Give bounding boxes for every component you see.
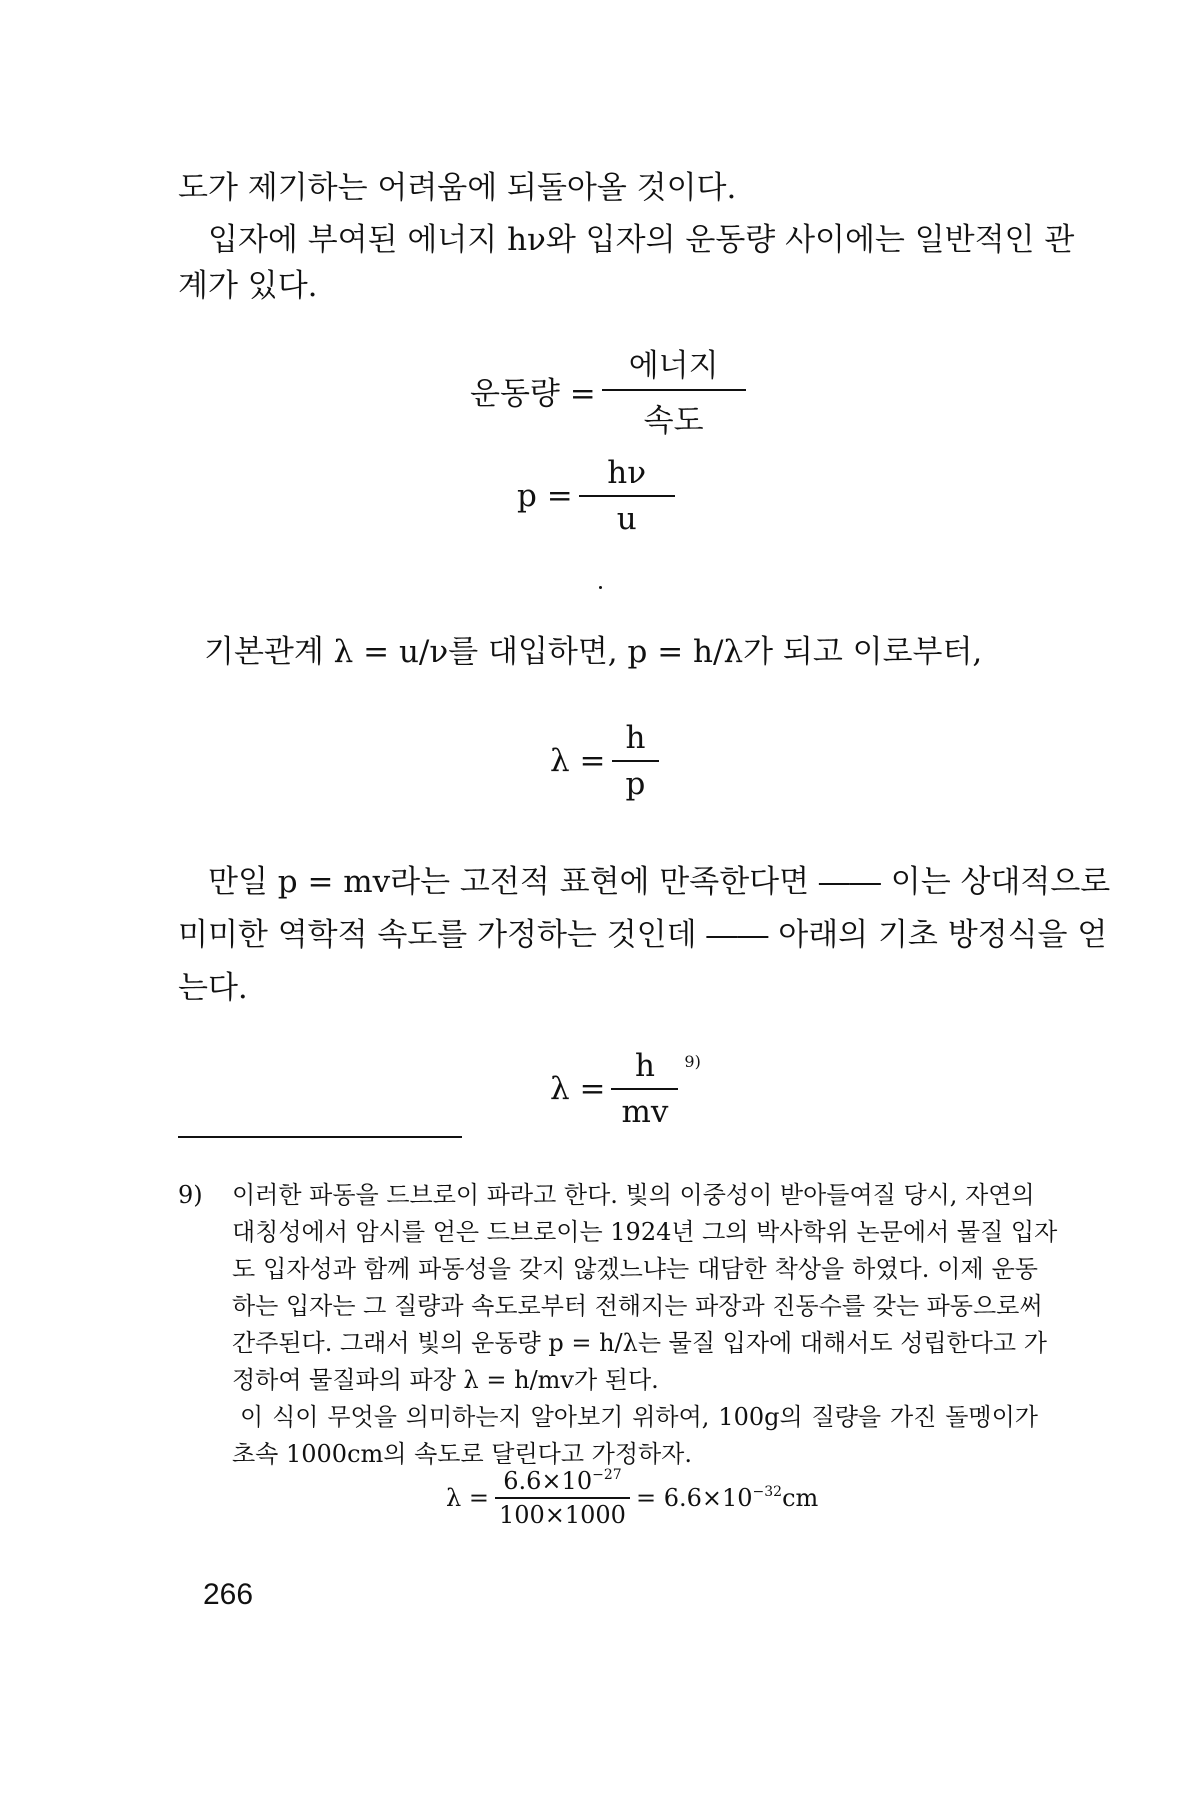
fn-eq-rhs-exponent: −32 [752,1484,783,1500]
body-line-5: 만일 p = mv라는 고전적 표현에 만족한다면 ―― 이는 상대적으로 [208,864,1111,900]
eq2-denominator: u [579,495,675,537]
body-line-2: 입자에 부여된 에너지 hν와 입자의 운동량 사이에는 일반적인 관 [208,222,1075,258]
eq4-denominator: mv [611,1088,678,1130]
eq4-numerator: h [634,1048,655,1084]
body-line-3: 계가 있다. [178,268,318,304]
fn-eq-rhs-base: = 6.6×10 [635,1484,753,1512]
footnote-line-3: 도 입자성과 함께 파동성을 갖지 않겠느냐는 대담한 착상을 하였다. 이제 운동 [232,1255,1038,1283]
footnote-reference-9[interactable]: 9) [684,1051,701,1071]
eq2-fraction [579,455,675,537]
equation-lambda-h-p [550,720,659,802]
stray-dot [599,586,602,589]
eq2-lhs: p = [517,478,573,514]
fn-eq-numerator [499,1467,625,1497]
eq3-numerator: h [625,720,646,756]
footnote-line-7: 이 식이 무엇을 의미하는지 알아보기 위하여, 100g의 질량을 가진 돌멩이가 [240,1403,1038,1431]
footnote-line-1: 이러한 파동을 드브로이 파라고 한다. 빛의 이중성이 받아들여질 당시, 자연의 [232,1181,1035,1209]
eq3-denominator: p [612,760,660,802]
body-line-7: 는다. [178,970,248,1006]
footnote-equation [446,1467,818,1529]
fn-eq-denominator: 100×1000 [495,1497,630,1529]
eq4-fraction [611,1048,678,1130]
fn-eq-num-exponent: −27 [592,1467,622,1483]
fn-eq-num-base: 6.6×10 [503,1467,593,1495]
eq3-lhs: λ = [550,743,606,779]
fn-eq-fraction [495,1467,630,1529]
eq1-numerator: 에너지 [628,348,719,384]
footnote-line-6: 정하여 물질파의 파장 λ = h/mv가 된다. [232,1366,659,1394]
equation-lambda-h-mv [550,1048,701,1130]
body-line-6: 미미한 역학적 속도를 가정하는 것인데 ―― 아래의 기초 방정식을 얻 [178,917,1108,953]
fn-eq-lhs: λ = [446,1484,489,1512]
footnote-divider [178,1136,462,1138]
body-line-4: 기본관계 λ = u/ν를 대입하면, p = h/λ가 되고 이로부터, [204,634,983,670]
footnote-line-2: 대칭성에서 암시를 얻은 드브로이는 1924년 그의 박사학위 논문에서 물질 입자 [232,1218,1058,1246]
body-line-1: 도가 제기하는 어려움에 되돌아올 것이다. [178,170,737,206]
eq3-fraction [611,720,659,802]
eq4-lhs: λ = [550,1071,606,1107]
eq1-lhs: 운동량 = [470,375,596,412]
footnote-label: 9) [178,1181,203,1209]
equation-momentum-energy [470,340,746,440]
fn-eq-rhs [636,1484,818,1512]
footnote-line-5: 간주된다. 그래서 빛의 운동량 p = h/λ는 물질 입자에 대해서도 성립한다고 가 [232,1329,1047,1357]
eq2-numerator: hν [607,455,647,491]
equation-p-hnu-u [517,455,675,537]
eq1-fraction [602,340,746,440]
eq1-denominator: 속도 [602,389,746,440]
fn-eq-rhs-unit: cm [782,1484,819,1512]
footnote-line-8: 초속 1000cm의 속도로 달린다고 가정하자. [232,1440,692,1468]
footnote-line-4: 하는 입자는 그 질량과 속도로부터 전해지는 파장과 진동수를 갖는 파동으로써 [232,1292,1043,1320]
page-number: 266 [203,1578,254,1611]
